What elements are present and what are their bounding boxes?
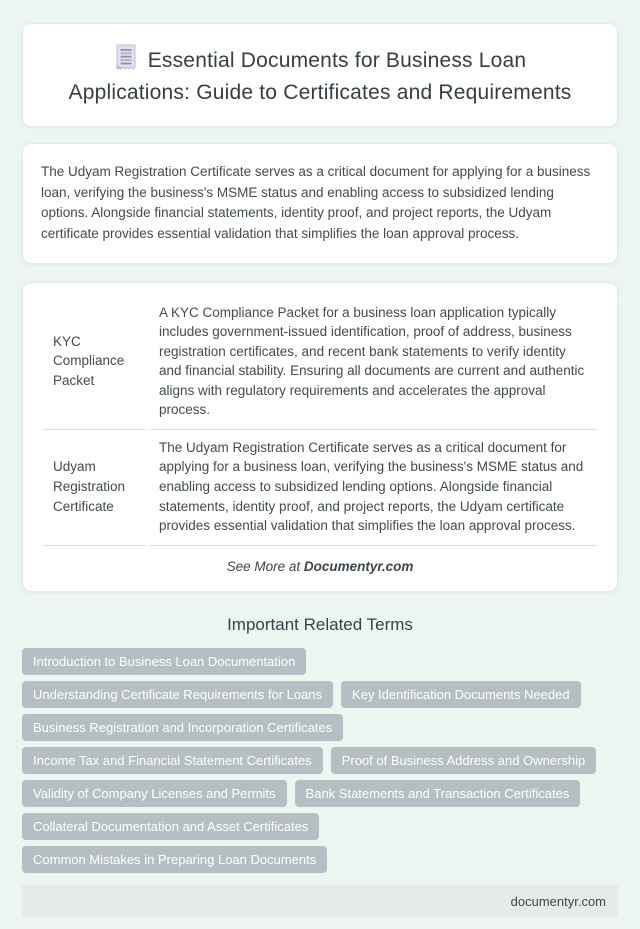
see-more-brand: Documentyr.com [303, 558, 414, 574]
related-term-pill[interactable]: Proof of Business Address and Ownership [331, 747, 597, 774]
related-terms-heading: Important Related Terms [227, 614, 413, 634]
related-term-pill[interactable]: Introduction to Business Loan Documentation [22, 648, 306, 675]
term-name: Udyam Registration Certificate [43, 430, 145, 546]
related-term-pill[interactable]: Bank Statements and Transaction Certificates [295, 780, 581, 807]
terms-table-card [22, 282, 618, 592]
term-description: The Udyam Registration Certificate serves as a critical document for applying for a business loan, verifying the business's MSME status and enabling access to subsidized lending options. Alongside financial statements, identity proof, and project reports, the Udyam certificate provides essential validation that simplifies the loan approval process. [149, 430, 597, 546]
intro-paragraph: The Udyam Registration Certificate serves as a critical document for applying for a business loan, verifying the business's MSME status and enabling access to subsidized lending options. Alongside financial statements, identity proof, and project reports, the Udyam certificate provides essential validation that simplifies the loan approval process. [41, 164, 591, 241]
see-more-prefix: See More at [226, 558, 304, 574]
related-term-pill[interactable]: Income Tax and Financial Statement Certificates [22, 747, 323, 774]
related-term-pill[interactable]: Validity of Company Licenses and Permits [22, 780, 287, 807]
related-term-pill[interactable]: Understanding Certificate Requirements for Loans [22, 681, 333, 708]
footer-bar [22, 885, 618, 918]
related-terms-pill-list [22, 648, 618, 873]
receipt-icon [114, 44, 138, 79]
table-row [43, 295, 597, 430]
related-term-pill[interactable]: Collateral Documentation and Asset Certificates [22, 813, 319, 840]
table-row [43, 430, 597, 546]
term-description: A KYC Compliance Packet for a business loan application typically includes government-issued identification, proof of address, business registration certificates, and recent bank statements to verify identity and financial stability. Ensuring all documents are current and authentic aligns with regulatory requirements and accelerates the approval process. [149, 295, 597, 430]
related-term-pill[interactable]: Key Identification Documents Needed [341, 681, 581, 708]
intro-card [22, 143, 618, 263]
terms-table [39, 295, 601, 546]
page-title-text: Essential Documents for Business Loan Applications: Guide to Certificates and Requirements [68, 49, 572, 104]
see-more-note [39, 559, 601, 574]
page [0, 23, 640, 929]
title-card [22, 23, 618, 127]
related-term-pill[interactable]: Common Mistakes in Preparing Loan Documents [22, 846, 327, 873]
term-name: KYC Compliance Packet [43, 295, 145, 430]
related-term-pill[interactable]: Business Registration and Incorporation Certificates [22, 714, 343, 741]
page-title [57, 44, 583, 106]
footer-site-label: documentyr.com [510, 893, 606, 909]
